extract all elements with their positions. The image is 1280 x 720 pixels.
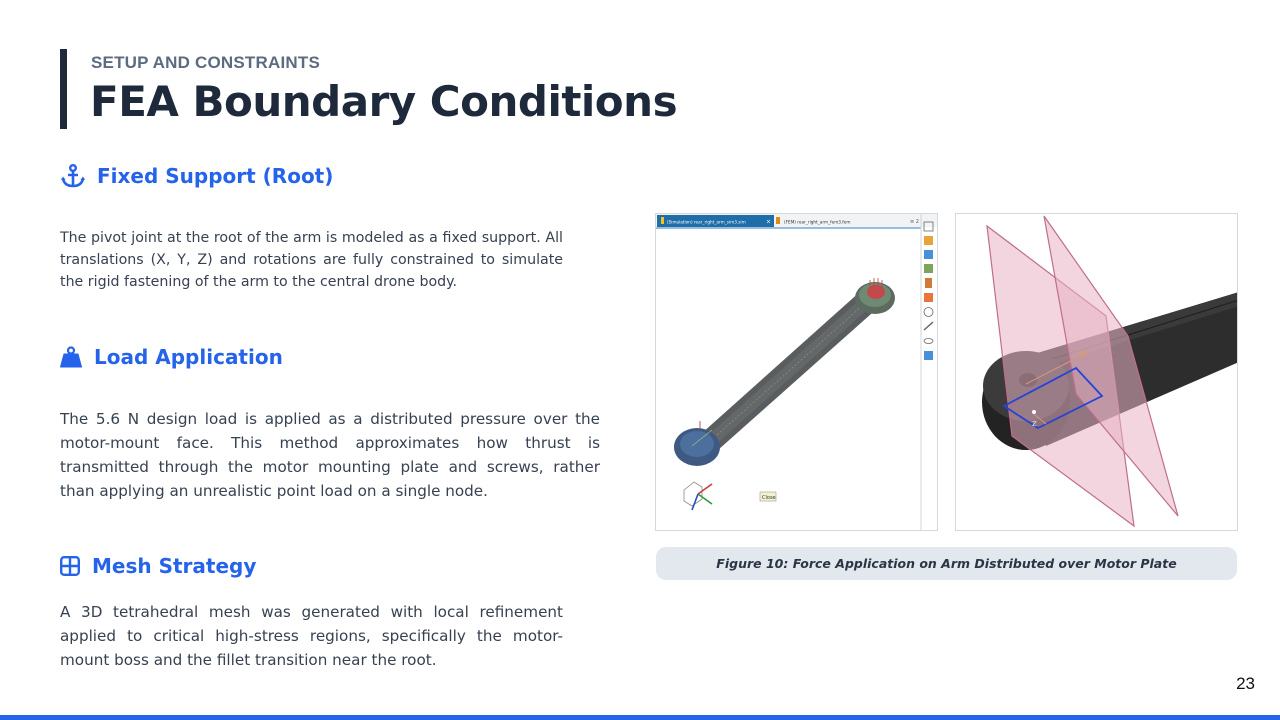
section-heading-label: Load Application bbox=[94, 345, 283, 369]
weight-icon bbox=[60, 346, 82, 368]
motor-plate-detail-view bbox=[955, 213, 1238, 531]
section-eyebrow: SETUP AND CONSTRAINTS bbox=[91, 53, 320, 72]
simulation-screenshot bbox=[655, 213, 938, 531]
page-title: FEA Boundary Conditions bbox=[90, 77, 678, 126]
anchor-icon bbox=[60, 164, 86, 188]
title-accent-bar bbox=[60, 49, 67, 129]
fixed-support-text: The pivot joint at the root of the arm is modeled as a fixed support. All translations (X, Y, Z) and rotations are fully constrained to simulate the rigid fastening of the arm to the central drone body. bbox=[60, 230, 563, 290]
footer-accent-bar bbox=[0, 715, 1280, 720]
tab-simulation-label: (Simulation) rear_right_arm_sim3.sim bbox=[667, 219, 746, 225]
section-heading-label: Mesh Strategy bbox=[92, 554, 257, 578]
close-tab-icon[interactable]: × bbox=[766, 218, 772, 226]
mesh-strategy-text: A 3D tetrahedral mesh was generated with local refinement applied to critical high-stress regions, specifically the motor-mount boss and the fillet transition near the root. bbox=[60, 603, 563, 669]
fixed-support-heading bbox=[60, 164, 333, 188]
grid-icon bbox=[60, 556, 80, 576]
svg-text:z: z bbox=[1032, 419, 1037, 429]
section-heading-label: Fixed Support (Root) bbox=[97, 164, 334, 188]
load-application-heading bbox=[60, 345, 283, 369]
tab-overflow-icon[interactable]: ≡ 2 bbox=[910, 219, 919, 225]
mesh-strategy-heading bbox=[60, 554, 256, 578]
figure-caption: Figure 10: Force Application on Arm Distributed over Motor Plate bbox=[656, 547, 1237, 580]
page-number: 23 bbox=[1236, 674, 1255, 693]
tab-fem-label[interactable]: (FEM) rear_right_arm_fem3.fem bbox=[784, 219, 851, 225]
load-application-text: The 5.6 N design load is applied as a distributed pressure over the motor-mount face. This method approximates how thrust is transmitted through the motor mounting plate and screws, rather than applying an unrealistic point load on a single node. bbox=[60, 410, 600, 500]
close-button-label: Close bbox=[762, 495, 776, 501]
